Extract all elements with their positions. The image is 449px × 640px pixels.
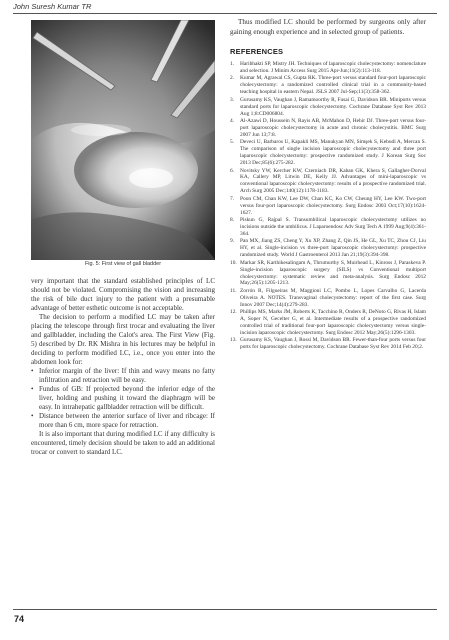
- laparoscopic-view-photo: [31, 20, 215, 260]
- reference-item: 7. Poon CM, Chan KW, Lee DW, Chan KC, Ko CW, Cheung HY, Lee KW. Two-port versus four-port laparoscopic cholecystectomy. Surg Endosc 2003 Oct;17(10):1624-1627.: [230, 195, 426, 216]
- header-rule: [13, 13, 437, 14]
- reference-item: 13. Gurusamy KS, Vaughan J, Rossi M, Davidson BR. Fewer-than-four ports versus four ports for laparoscopic cholecystectomy. Cochrane Database Syst Rev 2014 Feb 20;2.: [230, 337, 426, 351]
- reference-list: [230, 61, 426, 351]
- reference-item: 4. Al-Azawi D, Houssein N, Rayis AB, McMahon D, Hehir DJ. Three-port versus four-port laparoscopic cholecystectomy in acute and chronic cholecystitis. BMC Surg 2007 Jun 13;7:8.: [230, 118, 426, 138]
- left-paragraph-1: very important that the standard established principles of LC should not be violated. Compromising the vision and increasing the risk of bile duct injury to the patient with a presumable advantage of better esthetic outcome is not acceptable.: [31, 277, 215, 312]
- conclusion-paragraph: Thus modified LC should be performed by surgeons only after gaining enough experience and in selected group of patients.: [230, 18, 426, 36]
- checklist-item: • Inferior margin of the liver: If thin and wavy means no fatty infiltration and retraction will be easy.: [31, 367, 215, 385]
- left-paragraph-3: It is also important that during modified LC if any difficulty is encountered, timely decision should be taken to add an additional trocar or convert to standard LC.: [31, 430, 215, 456]
- right-column: [230, 18, 426, 352]
- checklist-item: • Distance between the anterior surface of liver and ribcage: If more than 6 cm, more space for retraction.: [31, 412, 215, 430]
- reference-item: 1. Haribhakti SP, Mistry JH. Techniques of laparoscopic cholecystectomy: nomenclature and selection. J Minim Access Surg 2015 Apr-Jun;11(2):113-118.: [230, 61, 426, 74]
- reference-item: 9. Pan MX, Jiang ZS, Cheng Y, Xu XP, Zhang Z, Qin JS, He GL, Xu TC, Zhou CJ, Liu HY, et al. Single-incision vs three-port laparoscopic cholecystectomy: prospective randomized study. World J Gastroenterol 2013 Jan 21;19(3):394-398.: [230, 238, 426, 259]
- reference-item: 10. Markar SR, Karthikesalingam A, Thrumurthy S, Muirhead L, Kinross J, Paraskeva P. Single-incision laparoscopic surgery (SILS) vs Conventional multiport cholecystectomy: systematic review and meta-analysis. Surg Endosc 2012 May;26(5):1205-1213.: [230, 259, 426, 287]
- left-paragraph-2: The decision to perform a modified LC may be taken after placing the telescope through first trocar and evaluating the liver and gallbladder, including the Calot's area. The First View (Fig. 5) described by Dr. RK Mishra in his lectures may be helpful in deciding to perform modified LC, i.e., once you enter into the abdomen look for:: [31, 313, 215, 366]
- reference-item: 5. Deveci U, Barbaros U, Kapakli MS, Manukyan MN, Simşek S, Kebudi A, Mercan S. The comparison of single incision laparoscopic cholecystectomy and three port laparoscopic cholecystectomy: prospective randomized study. J Korean Surg Soc 2013 Dec;85(6):275-282.: [230, 139, 426, 167]
- reference-item: 11. Zorrón R, Filgueiras M, Maggioni LC, Pombo L, Lopes Carvalho G, Lacerda Oliveira A. NOTES. Transvaginal cholecystectomy: report of the first case. Surg Innov 2007 Dec;14(4):279-283.: [230, 287, 426, 308]
- left-column: [31, 277, 215, 457]
- figure-caption: Fig. 5: First view of gall bladder: [84, 261, 162, 267]
- references-heading: REFERENCES: [230, 47, 284, 56]
- gallbladder-figure: [31, 20, 215, 260]
- running-title: John Suresh Kumar TR: [13, 2, 92, 11]
- footer-rule: [13, 609, 437, 610]
- reference-item: 3. Gurusamy KS, Vaughan J, Ramamoorthy R, Fusai G, Davidson BR. Miniports versus standard ports for laparoscopic cholecystectomy. Cochrane Database Syst Rev 2013 Aug 1;8:CD006804.: [230, 96, 426, 117]
- reference-item: 6. Novitsky YW, Kercher KW, Czerniach DR, Kaban GK, Khera S, Gallagher-Dorval KA, Callery MP, Litwin DE, Kelly JJ. Advantages of mini-laparoscopic vs conventional laparoscopic cholecystectomy: results of a prospective randomized trial. Arch Surg 2005 Dec;140(12):1178-1183.: [230, 167, 426, 195]
- reference-item: 8. Piskun G, Rajpal S. Transumbilical laparoscopic cholecystectomy utilizes no incisions outside the umbilicus. J Laparoendosc Adv Surg Tech A 1999 Aug;9(4):361-364.: [230, 217, 426, 237]
- page-number: 74: [14, 614, 25, 624]
- reference-item: 2. Kumar M, Agrawal CS, Gupta RK. Three-port versus standard four-port laparoscopic cholecystectomy: a randomized controlled clinical trial in a community-based teaching hospital in eastern Nepal. JSLS 2007 Jul-Sep;11(3):358-362.: [230, 75, 426, 96]
- first-view-checklist: [31, 367, 215, 430]
- checklist-item: • Fundus of GB: If projected beyond the inferior edge of the liver, holding and pushing it toward the diaphragm will be easy. In intrahepatic gallbladder retraction will be difficult.: [31, 385, 215, 412]
- reference-item: 12. Phillips MS, Marks JM, Roberts K, Tacchino R, Onders R, DeNoto G, Rivas H, Islam A, Soper N, Gecelter G, et al. Intermediate results of a prospective randomized controlled trial of traditional four-port laparoscopic cholecystectomy versus single-incision laparoscopic cholecystectomy. Surg Endosc 2012 May;26(5):1296-1303.: [230, 309, 426, 336]
